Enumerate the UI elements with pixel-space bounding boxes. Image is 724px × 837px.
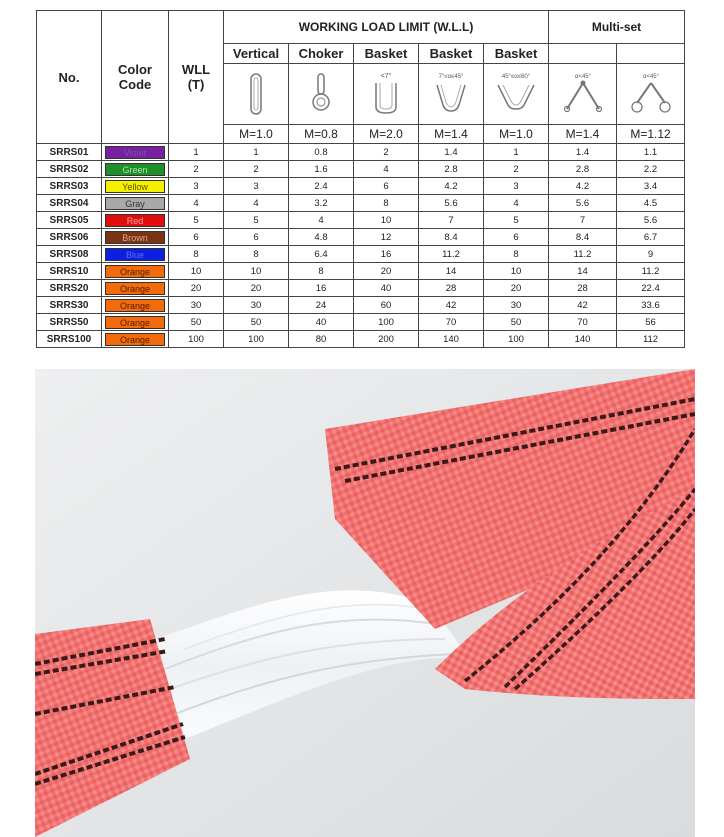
cell-basket-3: 3 bbox=[484, 178, 549, 195]
cell-basket-1: 12 bbox=[354, 229, 419, 246]
cell-choker: 40 bbox=[289, 314, 354, 331]
basket-sling-icon-cell-2 bbox=[419, 64, 484, 125]
table-body bbox=[37, 144, 685, 348]
cell-multi-set-1: 4.2 bbox=[549, 178, 617, 195]
cell-basket-1: 2 bbox=[354, 144, 419, 161]
cell-multi-set-2: 1.1 bbox=[617, 144, 685, 161]
cell-product-no: SRRS100 bbox=[37, 331, 102, 348]
cell-color-code bbox=[102, 297, 169, 314]
multi-set-2-leg-angle-label: α<45° bbox=[574, 74, 591, 80]
cell-product-no: SRRS04 bbox=[37, 195, 102, 212]
cell-basket-2: 4.2 bbox=[419, 178, 484, 195]
basket-lt7-icon bbox=[366, 69, 406, 119]
cell-product-no: SRRS06 bbox=[37, 229, 102, 246]
cell-multi-set-2: 2.2 bbox=[617, 161, 685, 178]
cell-vertical: 10 bbox=[224, 263, 289, 280]
color-swatch: Blue bbox=[105, 248, 165, 261]
cell-multi-set-2: 5.6 bbox=[617, 212, 685, 229]
cell-color-code bbox=[102, 144, 169, 161]
cell-wll: 3 bbox=[169, 178, 224, 195]
table-row bbox=[37, 280, 685, 297]
table-row bbox=[37, 263, 685, 280]
basket-45-60-angle-label: 45°≤α≤60° bbox=[501, 74, 531, 80]
cell-vertical: 30 bbox=[224, 297, 289, 314]
vertical-sling-icon-cell bbox=[224, 64, 289, 125]
cell-product-no: SRRS10 bbox=[37, 263, 102, 280]
cell-choker: 24 bbox=[289, 297, 354, 314]
cell-product-no: SRRS01 bbox=[37, 144, 102, 161]
basket-sling-icon-cell-1 bbox=[354, 64, 419, 125]
table-row bbox=[37, 229, 685, 246]
cell-choker: 8 bbox=[289, 263, 354, 280]
header-working-load-limit: WORKING LOAD LIMIT (W.L.L) bbox=[224, 11, 549, 44]
cell-choker: 6.4 bbox=[289, 246, 354, 263]
cell-multi-set-2: 4.5 bbox=[617, 195, 685, 212]
cell-basket-1: 20 bbox=[354, 263, 419, 280]
factor-vertical: M=1.0 bbox=[224, 125, 289, 144]
cell-vertical: 50 bbox=[224, 314, 289, 331]
cell-vertical: 3 bbox=[224, 178, 289, 195]
color-swatch: Red bbox=[105, 214, 165, 227]
basket-7-45-icon bbox=[429, 69, 473, 119]
cell-basket-1: 16 bbox=[354, 246, 419, 263]
cell-basket-2: 7 bbox=[419, 212, 484, 229]
table-row bbox=[37, 246, 685, 263]
cell-multi-set-1: 7 bbox=[549, 212, 617, 229]
header-wll bbox=[169, 11, 224, 144]
cell-wll: 5 bbox=[169, 212, 224, 229]
cell-vertical: 5 bbox=[224, 212, 289, 229]
cell-basket-3: 1 bbox=[484, 144, 549, 161]
cell-product-no: SRRS05 bbox=[37, 212, 102, 229]
cell-multi-set-1: 2.8 bbox=[549, 161, 617, 178]
cell-basket-3: 4 bbox=[484, 195, 549, 212]
table-row bbox=[37, 161, 685, 178]
cell-basket-1: 4 bbox=[354, 161, 419, 178]
cell-product-no: SRRS03 bbox=[37, 178, 102, 195]
table-row bbox=[37, 195, 685, 212]
choker-sling-icon bbox=[306, 70, 336, 118]
cell-basket-3: 20 bbox=[484, 280, 549, 297]
cell-basket-1: 40 bbox=[354, 280, 419, 297]
cell-multi-set-1: 8.4 bbox=[549, 229, 617, 246]
cell-wll: 4 bbox=[169, 195, 224, 212]
round-sling-cutaway-photo bbox=[35, 369, 695, 837]
cell-wll: 50 bbox=[169, 314, 224, 331]
table-row bbox=[37, 144, 685, 161]
header-color-code bbox=[102, 11, 169, 144]
cell-basket-1: 200 bbox=[354, 331, 419, 348]
vertical-sling-icon bbox=[241, 70, 271, 118]
table-row bbox=[37, 297, 685, 314]
cell-basket-3: 5 bbox=[484, 212, 549, 229]
header-color-code-text: Color Code bbox=[118, 62, 152, 92]
basket-lt7-angle-label: <7° bbox=[380, 73, 392, 80]
color-swatch: Orange bbox=[105, 299, 165, 312]
cell-basket-2: 11.2 bbox=[419, 246, 484, 263]
cell-choker: 1.6 bbox=[289, 161, 354, 178]
cell-basket-2: 1.4 bbox=[419, 144, 484, 161]
cell-basket-2: 2.8 bbox=[419, 161, 484, 178]
cell-choker: 4 bbox=[289, 212, 354, 229]
choker-sling-icon-cell bbox=[289, 64, 354, 125]
header-multi-set: Multi-set bbox=[549, 11, 685, 44]
cell-color-code bbox=[102, 331, 169, 348]
cell-multi-set-1: 70 bbox=[549, 314, 617, 331]
header-choker: Choker bbox=[289, 44, 354, 64]
cell-basket-3: 8 bbox=[484, 246, 549, 263]
basket-sling-icon-cell-3 bbox=[484, 64, 549, 125]
cell-basket-3: 100 bbox=[484, 331, 549, 348]
multi-set-2-leg-icon bbox=[557, 69, 609, 119]
cell-color-code bbox=[102, 314, 169, 331]
factor-basket-3: M=1.0 bbox=[484, 125, 549, 144]
cell-basket-3: 6 bbox=[484, 229, 549, 246]
cell-product-no: SRRS30 bbox=[37, 297, 102, 314]
wll-spec-table bbox=[36, 10, 685, 348]
multi-set-icon-cell-2 bbox=[617, 64, 685, 125]
color-swatch: Orange bbox=[105, 265, 165, 278]
cell-color-code bbox=[102, 246, 169, 263]
cell-color-code bbox=[102, 280, 169, 297]
cell-multi-set-2: 112 bbox=[617, 331, 685, 348]
table-row bbox=[37, 178, 685, 195]
cell-choker: 4.8 bbox=[289, 229, 354, 246]
cell-basket-1: 8 bbox=[354, 195, 419, 212]
cell-wll: 20 bbox=[169, 280, 224, 297]
cell-multi-set-2: 6.7 bbox=[617, 229, 685, 246]
cell-wll: 2 bbox=[169, 161, 224, 178]
cell-color-code bbox=[102, 161, 169, 178]
cell-basket-3: 50 bbox=[484, 314, 549, 331]
factor-choker: M=0.8 bbox=[289, 125, 354, 144]
cell-basket-2: 8.4 bbox=[419, 229, 484, 246]
cell-vertical: 4 bbox=[224, 195, 289, 212]
cell-wll: 8 bbox=[169, 246, 224, 263]
cell-wll: 10 bbox=[169, 263, 224, 280]
multi-set-choker-icon bbox=[625, 69, 677, 119]
factor-multi-set-1: M=1.4 bbox=[549, 125, 617, 144]
header-no: No. bbox=[37, 11, 102, 144]
cell-basket-2: 70 bbox=[419, 314, 484, 331]
cell-basket-1: 6 bbox=[354, 178, 419, 195]
color-swatch: Yellow bbox=[105, 180, 165, 193]
cell-basket-2: 28 bbox=[419, 280, 484, 297]
cell-multi-set-1: 5.6 bbox=[549, 195, 617, 212]
cell-multi-set-2: 56 bbox=[617, 314, 685, 331]
header-basket-2: Basket bbox=[419, 44, 484, 64]
header-multi-set-blank-1 bbox=[549, 44, 617, 64]
cell-multi-set-2: 33.6 bbox=[617, 297, 685, 314]
cell-multi-set-2: 22.4 bbox=[617, 280, 685, 297]
basket-7-45-angle-label: 7°≤α≤45° bbox=[438, 74, 464, 80]
cell-basket-1: 100 bbox=[354, 314, 419, 331]
factor-multi-set-2: M=1.12 bbox=[617, 125, 685, 144]
header-basket-1: Basket bbox=[354, 44, 419, 64]
cell-multi-set-1: 140 bbox=[549, 331, 617, 348]
cell-color-code bbox=[102, 212, 169, 229]
cell-basket-3: 2 bbox=[484, 161, 549, 178]
cell-basket-3: 30 bbox=[484, 297, 549, 314]
cell-vertical: 2 bbox=[224, 161, 289, 178]
table-row bbox=[37, 331, 685, 348]
table-row bbox=[37, 314, 685, 331]
multi-set-choker-angle-label: α<45° bbox=[642, 74, 659, 80]
cell-color-code bbox=[102, 263, 169, 280]
cell-multi-set-1: 42 bbox=[549, 297, 617, 314]
cell-color-code bbox=[102, 195, 169, 212]
color-swatch: Gray bbox=[105, 197, 165, 210]
cell-color-code bbox=[102, 178, 169, 195]
cell-wll: 6 bbox=[169, 229, 224, 246]
cell-basket-2: 14 bbox=[419, 263, 484, 280]
cell-product-no: SRRS02 bbox=[37, 161, 102, 178]
cell-wll: 100 bbox=[169, 331, 224, 348]
multi-set-icon-cell-1 bbox=[549, 64, 617, 125]
cell-basket-2: 5.6 bbox=[419, 195, 484, 212]
cell-basket-1: 60 bbox=[354, 297, 419, 314]
cell-product-no: SRRS08 bbox=[37, 246, 102, 263]
cell-product-no: SRRS50 bbox=[37, 314, 102, 331]
color-swatch: Orange bbox=[105, 316, 165, 329]
header-wll-text: WLL (T) bbox=[181, 62, 211, 92]
cell-choker: 0.8 bbox=[289, 144, 354, 161]
cell-choker: 80 bbox=[289, 331, 354, 348]
header-vertical: Vertical bbox=[224, 44, 289, 64]
cell-multi-set-1: 14 bbox=[549, 263, 617, 280]
cell-color-code bbox=[102, 229, 169, 246]
cell-multi-set-2: 9 bbox=[617, 246, 685, 263]
cell-wll: 1 bbox=[169, 144, 224, 161]
color-swatch: Brown bbox=[105, 231, 165, 244]
cell-basket-1: 10 bbox=[354, 212, 419, 229]
cell-product-no: SRRS20 bbox=[37, 280, 102, 297]
header-multi-set-blank-2 bbox=[617, 44, 685, 64]
table-row bbox=[37, 212, 685, 229]
cell-multi-set-2: 11.2 bbox=[617, 263, 685, 280]
cell-multi-set-1: 1.4 bbox=[549, 144, 617, 161]
cell-basket-3: 10 bbox=[484, 263, 549, 280]
cell-vertical: 8 bbox=[224, 246, 289, 263]
color-swatch: Orange bbox=[105, 282, 165, 295]
cell-basket-2: 42 bbox=[419, 297, 484, 314]
cell-choker: 3.2 bbox=[289, 195, 354, 212]
factor-basket-1: M=2.0 bbox=[354, 125, 419, 144]
basket-45-60-icon bbox=[492, 69, 540, 119]
color-swatch: Violet bbox=[105, 146, 165, 159]
cell-multi-set-1: 28 bbox=[549, 280, 617, 297]
cell-wll: 30 bbox=[169, 297, 224, 314]
cell-vertical: 20 bbox=[224, 280, 289, 297]
cell-multi-set-2: 3.4 bbox=[617, 178, 685, 195]
cell-choker: 2.4 bbox=[289, 178, 354, 195]
cell-choker: 16 bbox=[289, 280, 354, 297]
cell-vertical: 1 bbox=[224, 144, 289, 161]
cell-basket-2: 140 bbox=[419, 331, 484, 348]
header-basket-3: Basket bbox=[484, 44, 549, 64]
cell-multi-set-1: 11.2 bbox=[549, 246, 617, 263]
cell-vertical: 100 bbox=[224, 331, 289, 348]
cell-vertical: 6 bbox=[224, 229, 289, 246]
color-swatch: Orange bbox=[105, 333, 165, 346]
factor-basket-2: M=1.4 bbox=[419, 125, 484, 144]
color-swatch: Green bbox=[105, 163, 165, 176]
